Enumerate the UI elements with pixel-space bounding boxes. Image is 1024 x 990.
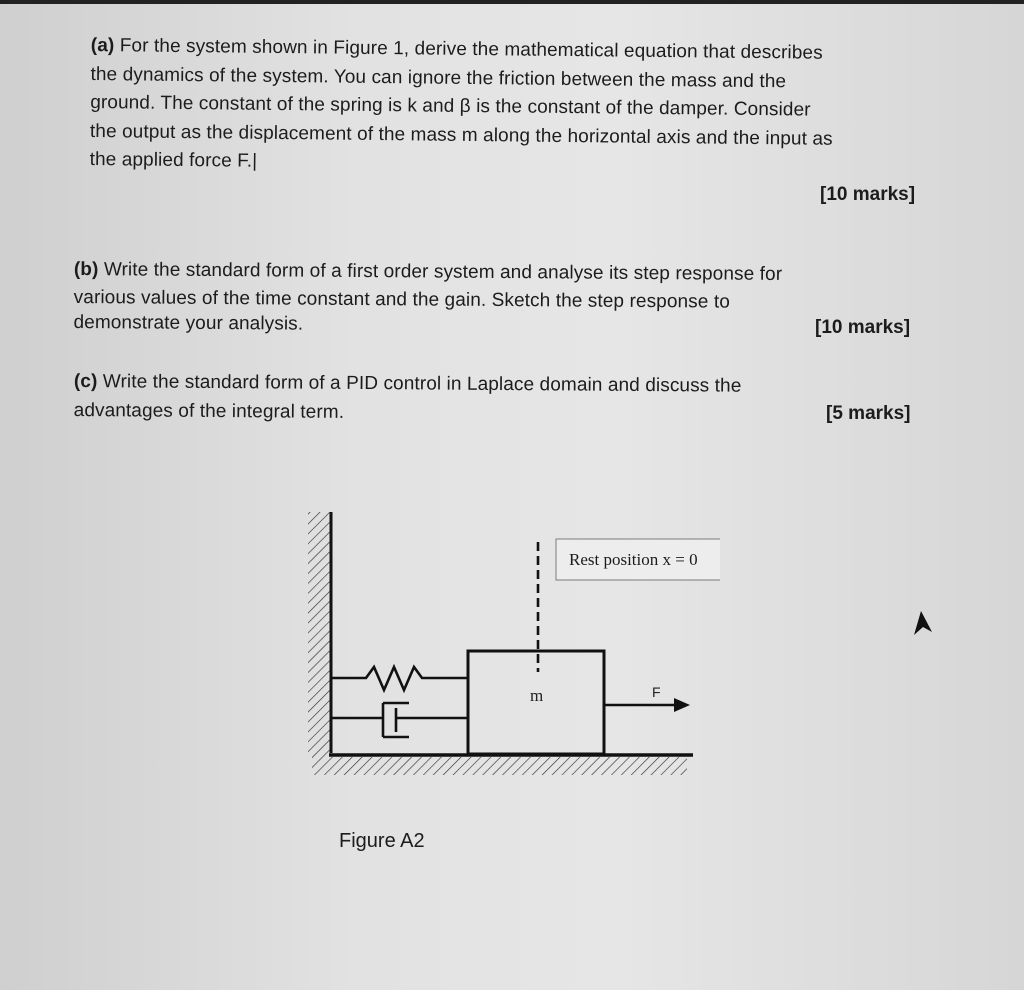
damper	[331, 703, 468, 737]
figure-caption: Figure A2	[339, 830, 425, 852]
mass-label: m	[530, 686, 544, 705]
mouse-cursor-icon	[911, 610, 935, 636]
question-a-line-1: (a) For the system shown in Figure 1, derive the mathematical equation that describes	[90, 34, 823, 64]
question-a-marks: [10 marks]	[820, 184, 916, 205]
question-c-line-2: advantages of the integral term.	[73, 399, 345, 423]
question-c-label: (c)	[73, 370, 98, 393]
question-a-line-2: the dynamics of the system. You can ignore the friction between the mass and the	[90, 63, 787, 92]
question-a-line-4: the output as the displacement of the mass m along the horizontal axis and the input as	[89, 120, 833, 150]
question-b-label: (b)	[73, 258, 99, 281]
question-b-line-2: various values of the time constant and the gain. Sketch the step response to	[73, 286, 730, 313]
screen-top-edge	[0, 0, 1024, 4]
question-b-marks: [10 marks]	[815, 317, 911, 338]
rest-position-label: Rest position x = 0	[569, 550, 698, 569]
question-c-marks: [5 marks]	[826, 403, 911, 424]
question-b	[73, 256, 934, 342]
force-label: F	[652, 684, 661, 700]
question-b-line-3: demonstrate your analysis.	[73, 311, 304, 335]
wall-hatching	[308, 512, 331, 757]
question-a	[90, 32, 971, 184]
question-a-line-3: ground. The constant of the spring is k and β is the constant of the damper. Consider	[90, 91, 811, 121]
force-arrow-head	[674, 698, 690, 712]
question-a-label: (a)	[90, 34, 115, 57]
question-c	[74, 368, 934, 431]
ground-hatching	[312, 757, 687, 775]
mass-spring-damper-diagram	[300, 500, 720, 790]
question-c-line-1: (c) Write the standard form of a PID control in Laplace domain and discuss the	[73, 370, 742, 397]
question-a-line-5: the applied force F.|	[89, 148, 258, 172]
question-b-line-1: (b) Write the standard form of a first order system and analyse its step response for	[73, 258, 783, 285]
spring	[331, 667, 468, 690]
